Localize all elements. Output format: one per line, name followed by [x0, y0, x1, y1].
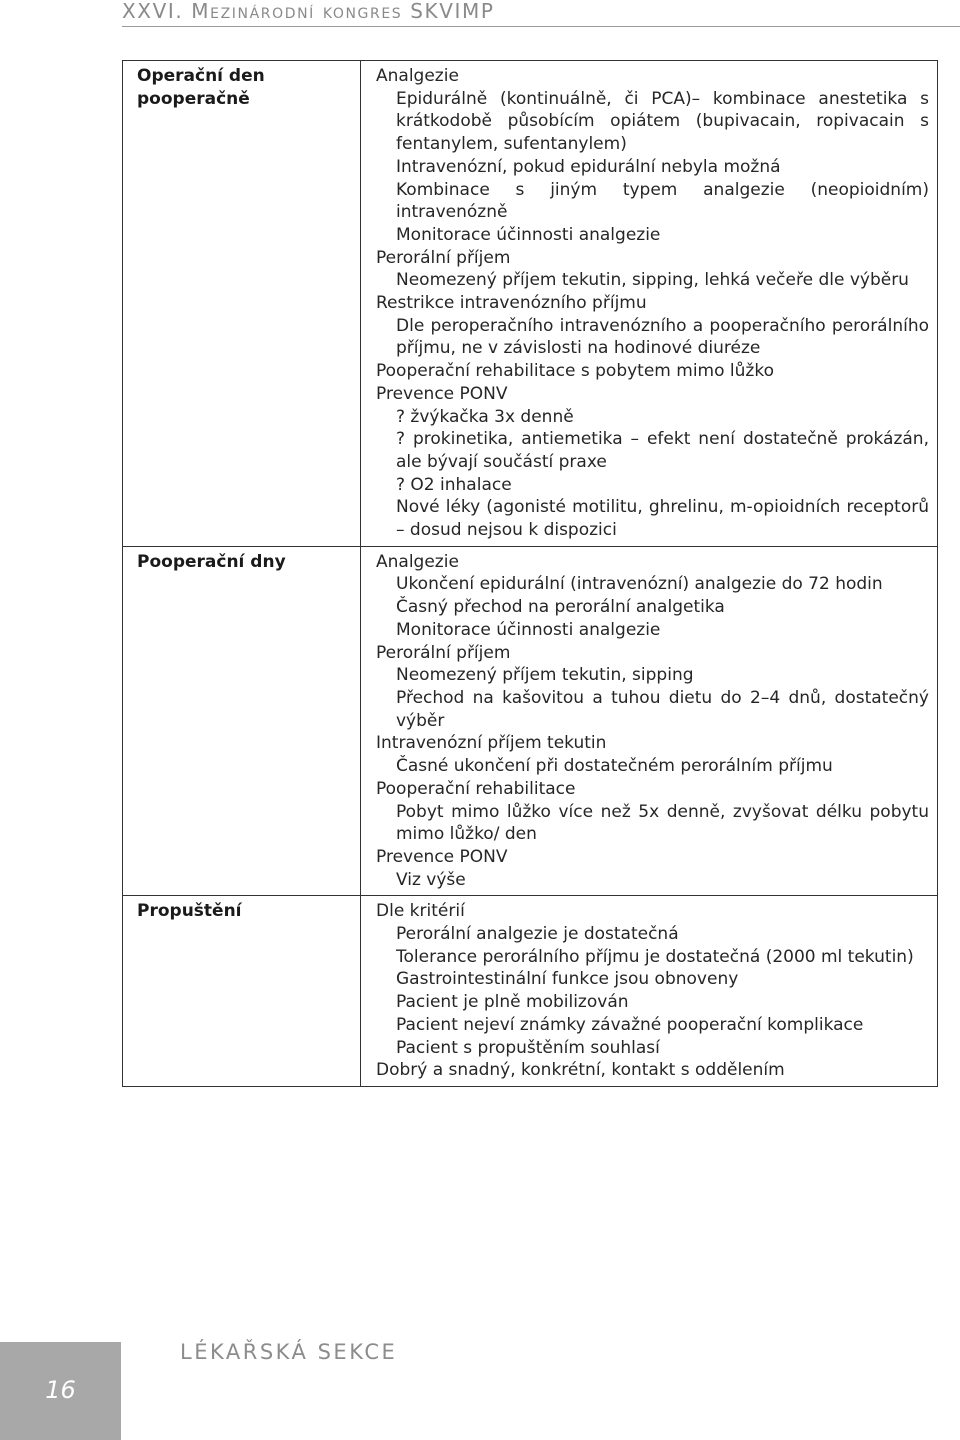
list-item: ? O2 inhalace	[396, 474, 512, 495]
list-item: Viz výše	[396, 869, 466, 890]
list-item: Analgezie	[376, 551, 459, 572]
list-item: Časný přechod na perorální analgetika	[396, 597, 725, 618]
list-item: Gastrointestinální funkce jsou obnoveny	[396, 969, 739, 990]
list-item: Epidurálně (kontinuálně, či PCA)– kombinace anestetika s krátkodobě působícím opiátem (bupivacain, ropivacain s fentanylem, sufentanylem)	[396, 88, 929, 155]
list-item: Pobyt mimo lůžko více než 5x denně, zvyšovat délku pobytu mimo lůžko/ den	[396, 801, 929, 845]
list-item: Pacient s propuštěním souhlasí	[396, 1037, 660, 1058]
phase-content	[361, 896, 938, 1087]
list-item: Ukončení epidurální (intravenózní) analgezie do 72 hodin	[396, 574, 883, 595]
list-item: Prevence PONV	[376, 846, 508, 867]
section-label: LÉKAŘSKÁ SEKCE	[180, 1340, 398, 1364]
phase-label: Operační den pooperačně	[123, 61, 361, 547]
list-item: ? prokinetika, antiemetika – efekt není dostatečně prokázán, ale bývají součástí praxe	[396, 429, 929, 472]
table-row	[123, 546, 938, 896]
page-number-box	[0, 1342, 121, 1440]
list-item: Přechod na kašovitou a tuhou dietu do 2–4 dnů, dostatečný výběr	[396, 687, 929, 731]
list-item: Kombinace s jiným typem analgezie (neopioidním) intravenózně	[396, 179, 929, 223]
list-item: Neomezený příjem tekutin, sipping	[396, 665, 694, 686]
page-header	[122, 0, 960, 27]
list-item: Perorální příjem	[376, 642, 511, 663]
list-item: Pooperační rehabilitace s pobytem mimo lůžko	[376, 361, 774, 382]
list-item: Dle peroperačního intravenózního a pooperačního perorálního příjmu, ne v závislosti na hodinové diuréze	[396, 315, 929, 359]
list-item: Analgezie	[376, 66, 459, 86]
list-item: Dobrý a snadný, konkrétní, kontakt s oddělením	[376, 1060, 785, 1081]
phase-label: Propuštění	[123, 896, 361, 1087]
list-item: Pacient je plně mobilizován	[396, 992, 629, 1013]
phase-label: Pooperační dny	[123, 546, 361, 896]
list-item: Restrikce intravenózního příjmu	[376, 293, 647, 314]
phase-content	[361, 61, 938, 547]
protocol-table	[122, 60, 938, 1087]
list-item: Intravenózní příjem tekutin	[376, 733, 607, 754]
list-item: Tolerance perorálního příjmu je dostatečná (2000 ml tekutin)	[396, 946, 914, 967]
list-item: Intravenózní, pokud epidurální nebyla možná	[396, 156, 781, 177]
list-item: Pooperační rehabilitace	[376, 778, 576, 799]
list-item: Monitorace účinnosti analgezie	[396, 224, 661, 245]
table-row	[123, 61, 938, 547]
header-title: XXVI. Mezinárodní kongres SKVIMP	[122, 0, 495, 23]
list-item: Nové léky (agonisté motilitu, ghrelinu, m-opioidních receptorů – dosud nejsou k dispozici	[396, 497, 929, 541]
list-item: Neomezený příjem tekutin, sipping, lehká večeře dle výběru	[396, 270, 909, 291]
table-row	[123, 896, 938, 1087]
phase-content	[361, 546, 938, 896]
list-item: Monitorace účinnosti analgezie	[396, 619, 661, 640]
list-item: Časné ukončení při dostatečném perorálním příjmu	[396, 756, 833, 777]
list-item: ? žvýkačka 3x denně	[396, 406, 574, 427]
list-item: Perorální příjem	[376, 247, 511, 268]
list-item: Pacient nejeví známky závažné pooperační komplikace	[396, 1014, 864, 1035]
list-item: Prevence PONV	[376, 383, 508, 404]
list-item: Dle kritérií	[376, 901, 465, 922]
page-number: 16	[45, 1376, 76, 1404]
list-item: Perorální analgezie je dostatečná	[396, 924, 679, 945]
